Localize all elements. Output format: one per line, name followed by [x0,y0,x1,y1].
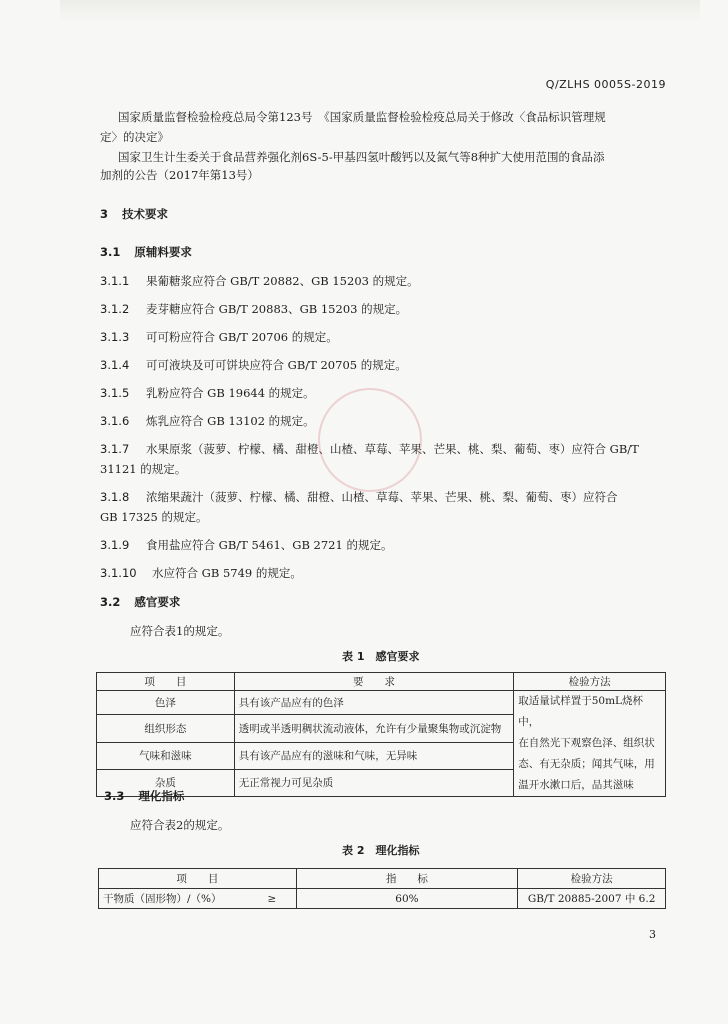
table-header: 检验方法 [518,869,666,889]
clause-number: 3.1.2 [100,302,130,316]
clause-text: 炼乳应符合 GB 13102 的规定。 [146,414,315,428]
clause-3-1-6 [100,412,315,430]
table-cell: 透明或半透明稠状流动液体，允许有少量聚集物或沉淀物 [234,715,513,742]
clause-number: 3.1.6 [100,414,130,428]
section-3-3-body: 应符合表2的规定。 [130,818,230,832]
section-title: 原辅料要求 [134,245,192,259]
clause-number: 3.1.5 [100,386,130,400]
method-line: 态、有无杂质；闻其气味，用 [518,758,655,770]
table-method-cell [514,691,666,797]
table-cell: 色泽 [97,691,235,715]
clause-number: 3.1.10 [100,566,137,580]
clause-text: 水应符合 GB 5749 的规定。 [152,566,302,580]
section-3-2-heading [100,594,180,610]
clause-number: 3.1.9 [100,538,130,552]
clause-text: 可可液块及可可饼块应符合 GB/T 20705 的规定。 [146,358,407,372]
section-number: 3.2 [100,595,121,609]
table-header: 检验方法 [514,673,666,691]
ref-1-line2: 定〉的决定》 [100,130,169,144]
clause-text: 麦芽糖应符合 GB/T 20883、GB 15203 的规定。 [146,302,408,316]
clause-number: 3.1.8 [100,490,130,504]
clause-text: 乳粉应符合 GB 19644 的规定。 [146,386,315,400]
clause-3-1-10 [100,564,302,582]
clause-text: 浓缩果蔬汁（菠萝、柠檬、橘、甜橙、山楂、草莓、苹果、芒果、桃、梨、葡萄、枣）应符合 [146,490,618,504]
clause-3-1-9 [100,536,392,554]
section-title: 理化指标 [138,789,185,803]
table-cell: 气味和滋味 [97,742,235,769]
clause-3-1-8-cont: GB 17325 的规定。 [100,510,208,524]
standard-code: Q/ZLHS 0005S-2019 [545,78,666,91]
clause-number: 3.1.7 [100,442,130,456]
table-1-caption: 表 1 感官要求 [342,650,420,663]
section-title: 感官要求 [134,595,181,609]
clause-text: 果葡糖浆应符合 GB/T 20882、GB 15203 的规定。 [146,274,419,288]
ref-2-line2: 加剂的公告（2017年第13号） [100,168,259,182]
section-3-2-body: 应符合表1的规定。 [130,624,230,638]
clause-3-1-7-cont: 31121 的规定。 [100,462,187,476]
table-cell: 杂质 [97,769,235,796]
clause-3-1-2 [100,300,407,318]
clause-3-1-3 [100,328,338,346]
section-number: 3.3 [104,789,125,803]
section-3-3-heading [104,788,184,804]
method-line: 温开水漱口后，品其滋味 [518,779,634,791]
section-title: 技术要求 [122,207,169,221]
clause-3-1-4 [100,356,407,374]
section-3-1-heading [100,244,192,260]
table-header: 项 目 [97,673,235,691]
table-cell: 组织形态 [97,715,235,742]
page-number: 3 [649,928,656,941]
table-cell: 60% [296,889,518,909]
method-line: 取适量试样置于50mL烧杯中， [518,695,644,728]
table-2-caption: 表 2 理化指标 [342,844,420,857]
scan-smudge [60,0,700,22]
table-cell: 无正常视力可见杂质 [234,769,513,796]
section-3-heading [100,206,168,222]
clause-3-1-1 [100,272,419,290]
table-header: 指 标 [296,869,518,889]
table-header: 要 求 [234,673,513,691]
ref-1-line1: 国家质量监督检验检疫总局令第123号 《国家质量监督检验检疫总局关于修改〈食品标识管理规 [118,110,606,124]
clause-text: 水果原浆（菠萝、柠檬、橘、甜橙、山楂、草莓、苹果、芒果、桃、梨、葡萄、枣）应符合 GB/T [146,442,639,456]
clause-3-1-5 [100,384,315,402]
clause-number: 3.1.1 [100,274,130,288]
section-number: 3 [100,207,109,221]
table-cell: 具有该产品应有的色泽 [234,691,513,715]
clause-number: 3.1.4 [100,358,130,372]
ref-2-line1: 国家卫生计生委关于食品营养强化剂6S-5-甲基四氢叶酸钙以及氮气等8种扩大使用范围的食品添 [118,150,605,164]
table-cell: ≥ [248,889,296,909]
clause-text: 食用盐应符合 GB/T 5461、GB 2721 的规定。 [146,538,393,552]
table-cell: 具有该产品应有的滋味和气味，无异味 [234,742,513,769]
clause-number: 3.1.3 [100,330,130,344]
method-line: 在自然光下观察色泽、组织状 [518,737,655,749]
clause-text: 可可粉应符合 GB/T 20706 的规定。 [146,330,338,344]
clause-3-1-8 [100,488,618,506]
table-header: 项 目 [99,869,297,889]
table-2-physicochemical [98,868,666,909]
section-number: 3.1 [100,245,121,259]
table-cell: GB/T 20885-2007 中 6.2 [518,889,666,909]
clause-3-1-7 [100,440,639,458]
table-cell: 干物质（固形物）/（%） [99,889,249,909]
table-1-sensory [96,672,666,797]
